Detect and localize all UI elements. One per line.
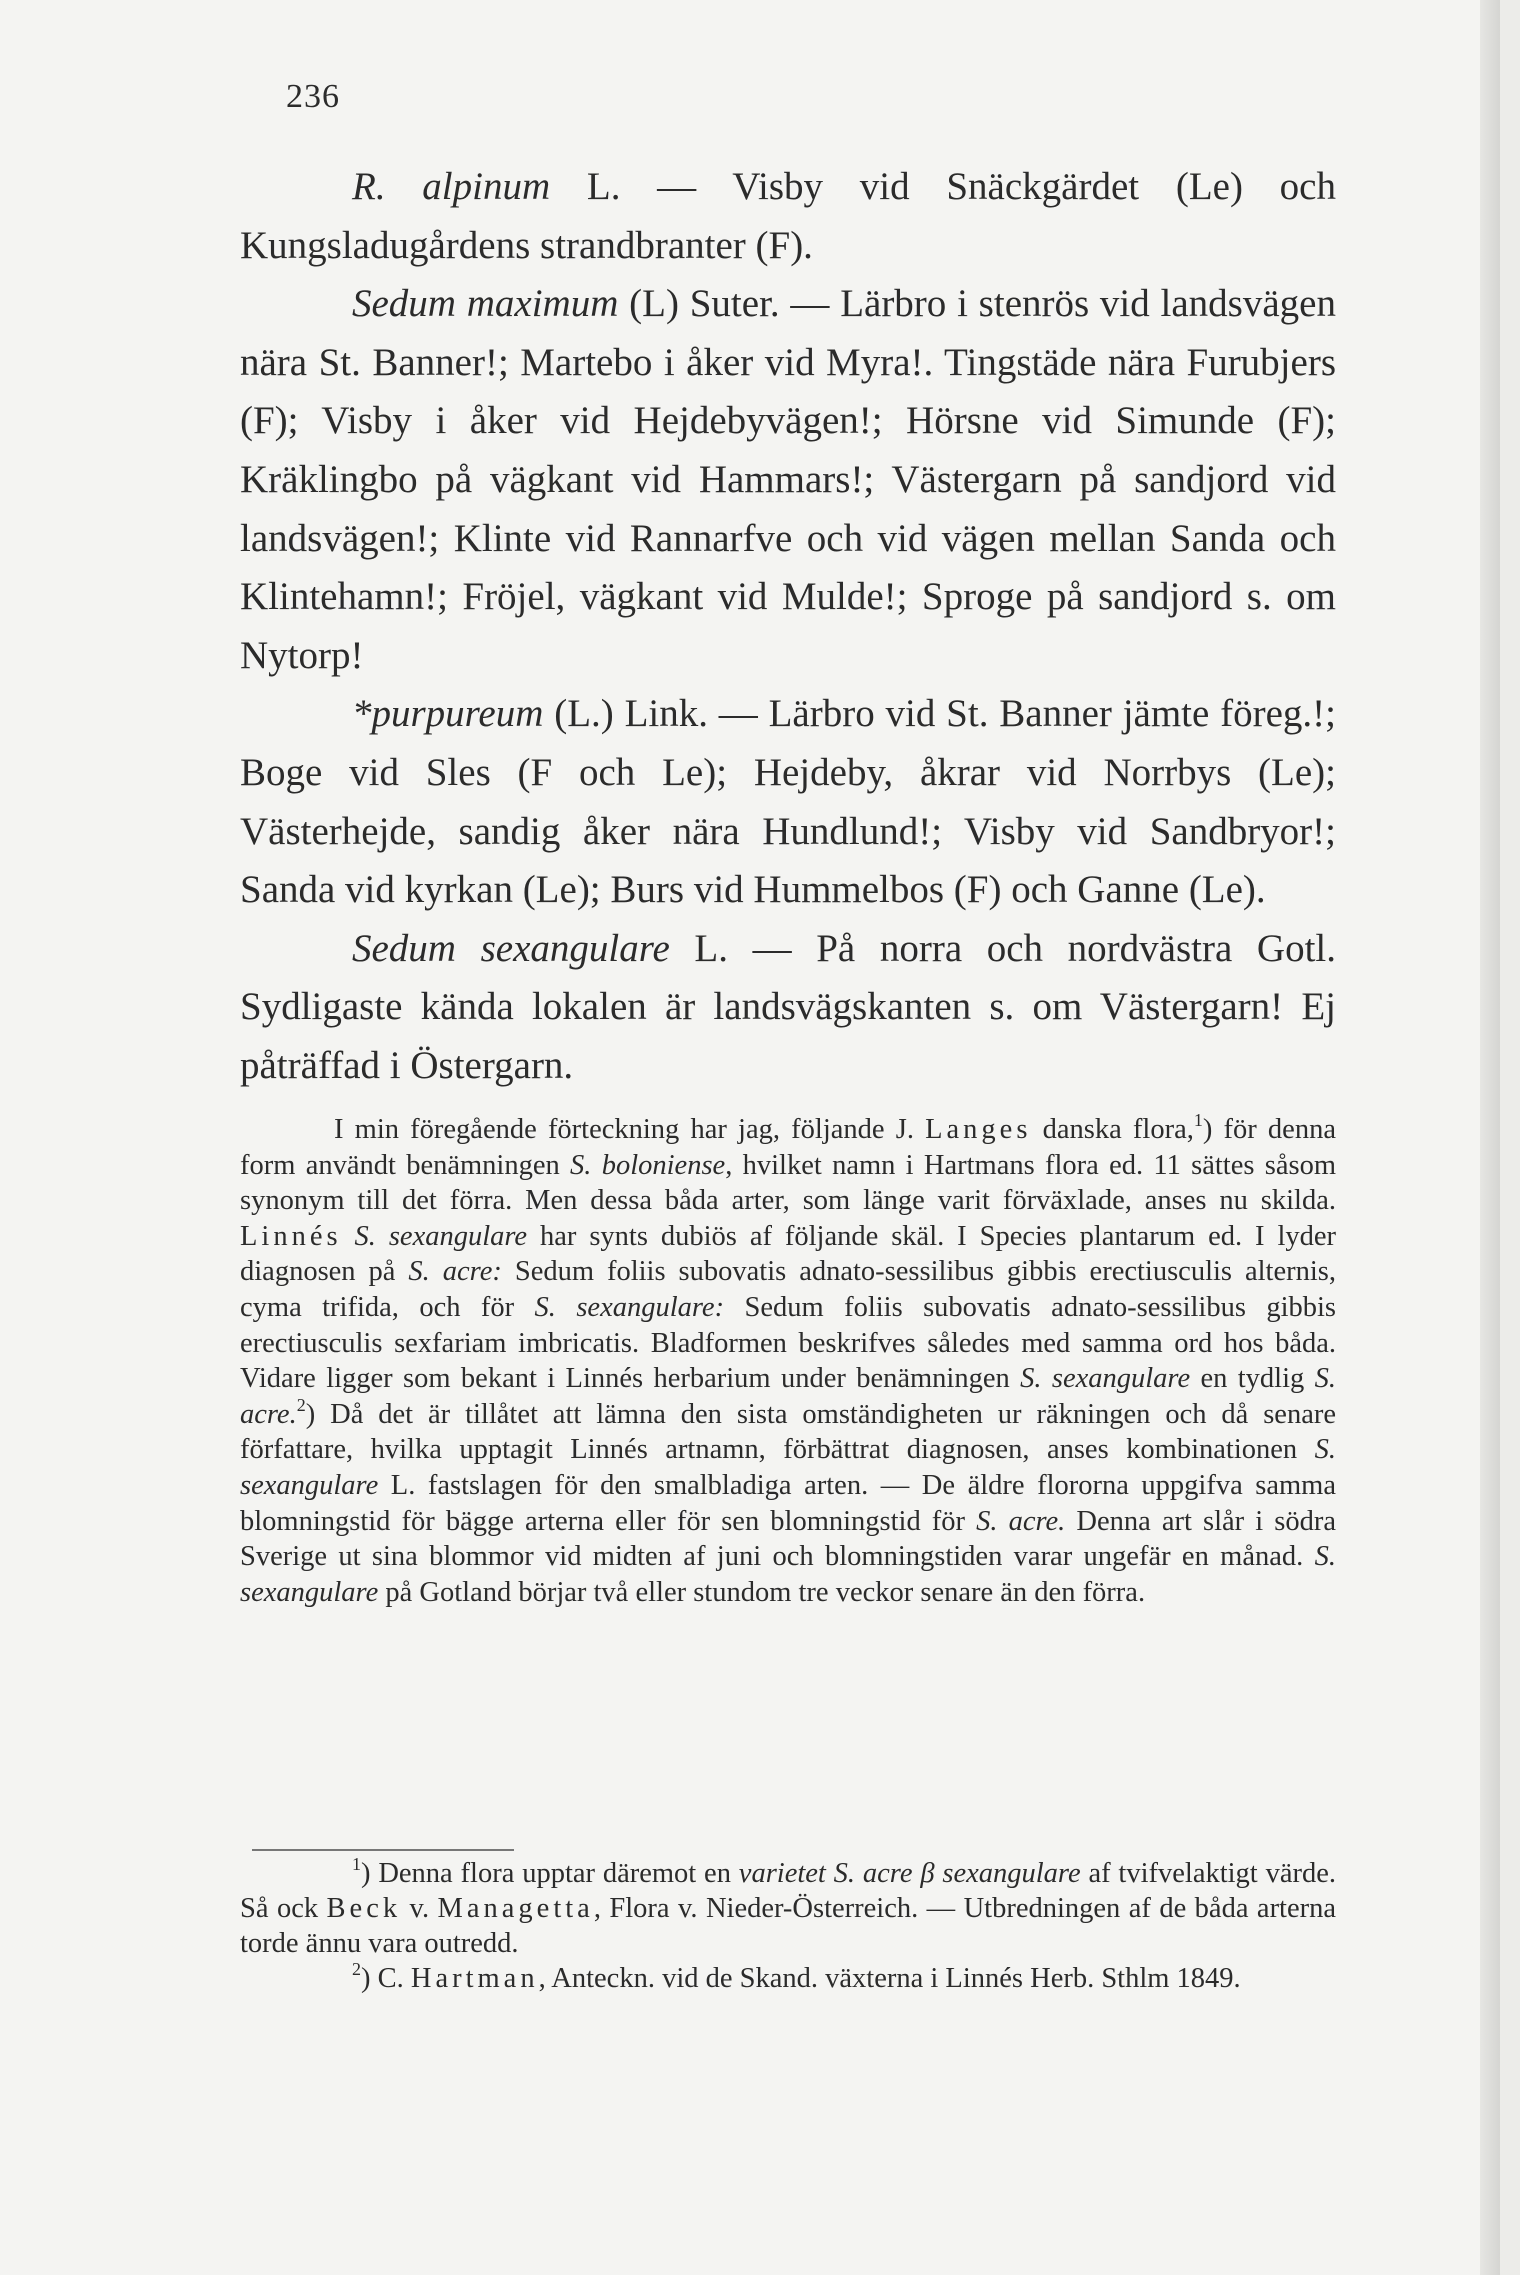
footnote-ref-1: 1: [1193, 1110, 1203, 1130]
spaced-name: Managetta: [437, 1893, 594, 1924]
taxon-name: Sedum maximum: [352, 282, 619, 326]
paragraph-body: (L) Suter. — Lärbro i stenrös vid landsvägen nära St. Banner!; Martebo i åker vid Myra!. Tingstäde nära Furubjers (F); Visby i åker vid Hejdebyvägen!; Hörsne vid Simunde (F); Kräklingbo på vägkant vid Hammars!; Västergarn på sandjord vid landsvägen!; Klinte vid Rannarfve och vid vägen mellan Sanda och Klintehamn!; Fröjel, vägkant vid Mulde!; Sproge på sandjord s. om Nytorp!: [240, 282, 1336, 677]
note-paragraph: I min föregående förteckning har jag, följande J. Langes danska flora,$^1$) för denna form användt benämningen S. boloniense, hvilket namn i Hartmans flora ed. 11 sättes såsom synonym till det förra. Men dessa båda arter, som länge varit förväxlade, anses nu skilda. Linnés S. sexangulare har synts dubiös af följande skäl. I Species plantarum ed. I lyder diagnosen på S. acre: Sedum foliis subovatis adnato-sessilibus gibbis erectiusculis alternis, cyma trifida, och för S. sexangulare: Sedum foliis subovatis adnato-sessilibus gibbis erectiusculis sexfariam imbricatis. Bladformen beskrifves således med samma ord hos båda. Vidare ligger som bekant i Linnés herbarium under benämningen S. sexangulare en tydlig S. acre.$^2$) Då det är tillåtet att lämna den sista omständigheten ur räkningen och då senare författare, hvilka upptagit Linnés artnamn, förbättrat diagnosen, anses kombinationen S. sexangulare L. fastslagen för den smalbladiga arten. — De äldre florornа uppgifva samma blomningstid för bägge arterna eller för sen blomningstid för S. acre. Denna art slår i södra Sverige ut sina blommor vid midten af juni och blomningstiden varar ungefär en månad. S. sexangulare på Gotland börjar två eller stundom tre veckor senare än den förra.: [240, 1110, 1337, 1608]
page-number: 236: [286, 78, 340, 115]
paragraph-body: L. — Visby vid Snäckgärdet (Le) och Kungsladugårdens strandbranter (F).: [240, 165, 1336, 267]
spaced-name: Linnés: [240, 1220, 342, 1252]
spaced-name: Hartman: [410, 1963, 539, 1994]
taxon-name: *purpureum: [352, 692, 544, 736]
paragraph-rosa-alpinum: [240, 158, 1336, 275]
paragraph-sedum-maximum: [240, 275, 1336, 685]
footnotes: [240, 1856, 1336, 1996]
footnote-ref-2: 2: [296, 1394, 306, 1415]
paragraph-body: (L.) Link. — Lärbro vid St. Banner jämte föreg.!; Boge vid Sles (F och Le); Hejdeby, åkrar vid Norrbys (Le); Västerhejde, sandig åker nära Hundlund!; Visby vid Sandbryor!; Sanda vid kyrkan (Le); Burs vid Hummelbos (F) och Ganne (Le).: [240, 692, 1336, 912]
paragraph-sedum-sexangulare: [240, 920, 1336, 1096]
footnote-divider: [252, 1849, 514, 1851]
note-text: [240, 1112, 1336, 1610]
footnote-1: $^1$) Denna flora upptar däremot en varietet S. acre β sexangulare af tvifvelaktigt värde. Så ock Beck v. Managetta, Flora v. Nieder-Österreich. — Utbredningen af de båda arterna torde ännu vara outredd.: [240, 1854, 1337, 1959]
page-edge: [1480, 0, 1500, 2275]
spaced-name: Langes: [925, 1114, 1032, 1145]
main-text: [240, 158, 1336, 1096]
footnote-2: $^2$) C. Hartman, Anteckn. vid de Skand. växterna i Linnés Herb. Sthlm 1849.: [352, 1959, 1241, 1994]
taxon-name: R. alpinum: [352, 165, 551, 208]
taxon-name: Sedum sexangulare: [352, 926, 670, 970]
paragraph-purpureum: [240, 685, 1336, 919]
paragraph-body: L. — På norra och nordvästra Gotl. Sydligaste kända lokalen är landsvägskanten s. om Västergarn! Ej påträffad i Östergarn.: [240, 926, 1336, 1087]
spaced-name: Beck: [326, 1893, 402, 1924]
